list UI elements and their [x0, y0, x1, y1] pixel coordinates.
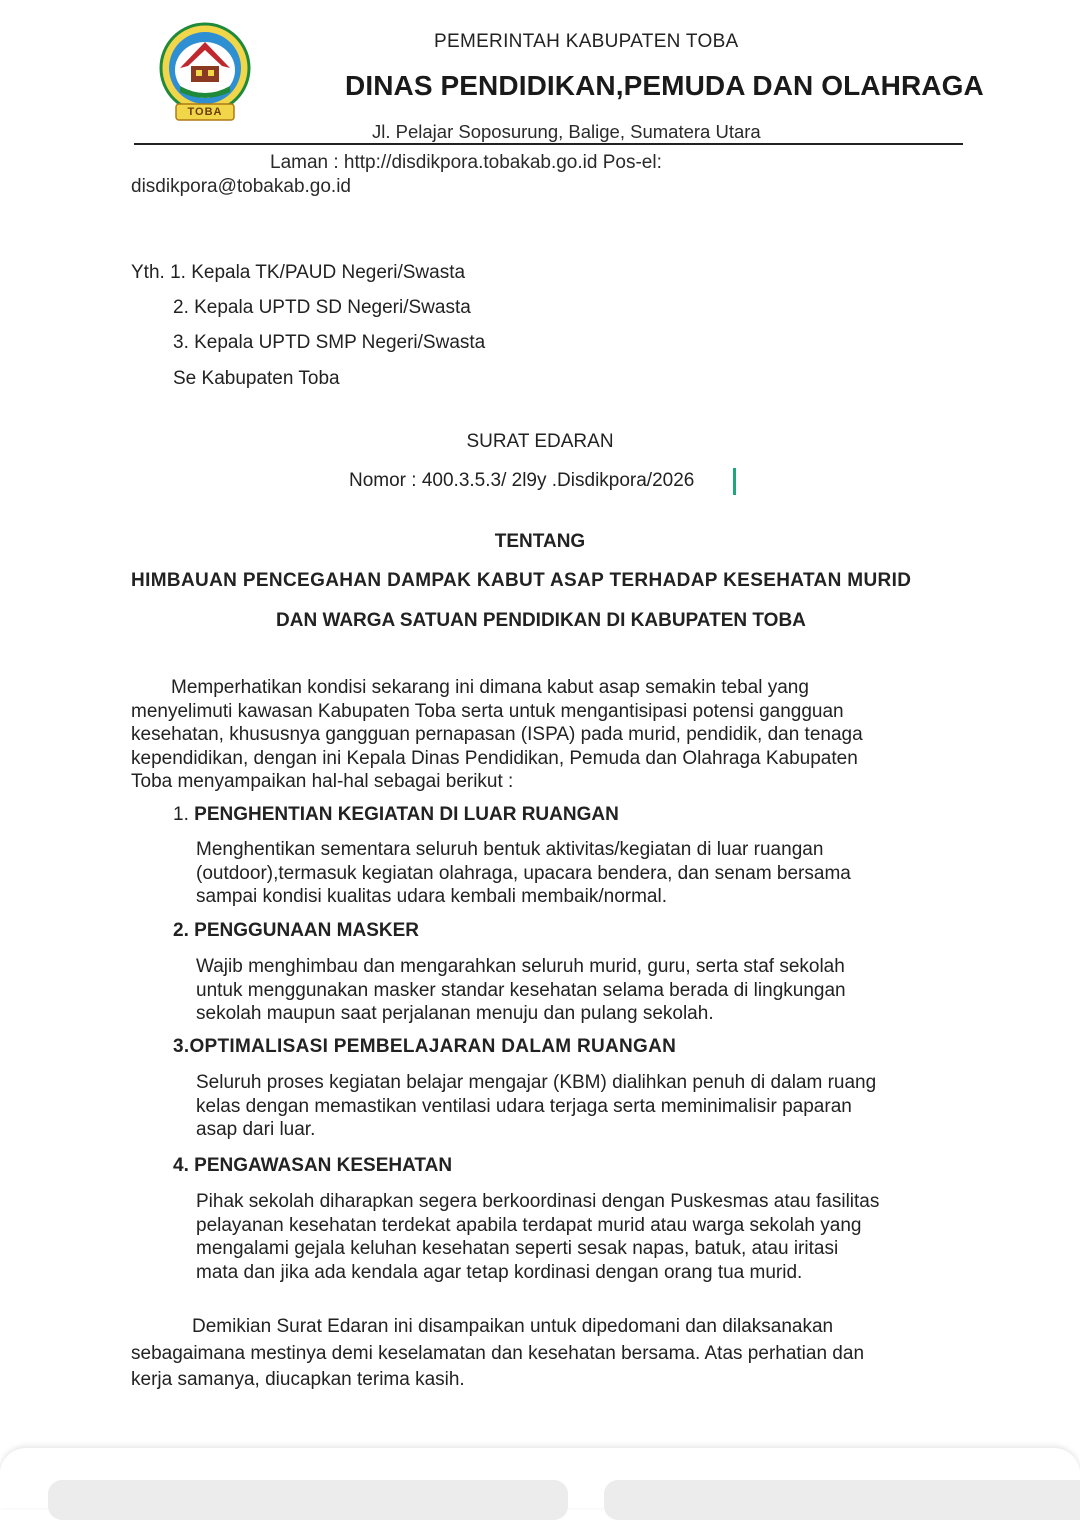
- item-3-heading: [173, 1036, 676, 1058]
- closing-line: sebagaimana mestinya demi keselamatan dan kesehatan bersama. Atas perhatian dan: [131, 1342, 865, 1364]
- item-4-heading: [173, 1155, 452, 1177]
- text-cursor: [733, 468, 736, 495]
- item-2-number: 2.: [173, 920, 189, 941]
- item-4-body: [196, 1190, 879, 1284]
- subject-line-1: HIMBAUAN PENCEGAHAN DAMPAK KABUT ASAP TERHADAP KESEHATAN MURID: [131, 570, 912, 591]
- item-2-line: untuk menggunakan masker standar kesehatan selama berada di lingkungan: [196, 979, 846, 1001]
- item-4-line: pelayanan kesehatan terdekat apabila terdapat murid atau warga sekolah yang: [196, 1214, 862, 1236]
- item-3-line: asap dari luar.: [196, 1119, 316, 1141]
- item-3-line: Seluruh proses kegiatan belajar mengajar (KBM) dialihkan penuh di dalam ruang: [196, 1072, 877, 1093]
- intro-line: Memperhatikan kondisi sekarang ini dimana kabut asap semakin tebal yang: [171, 677, 809, 698]
- item-1-heading: [173, 804, 619, 826]
- letter-type: SURAT EDARAN: [466, 431, 614, 452]
- intro-line: menyelimuti kawasan Kabupaten Toba serta untuk mengantisipasi potensi gangguan: [131, 700, 844, 722]
- item-3-line: kelas dengan memastikan ventilasi udara terjaga serta meminimalisir paparan: [196, 1095, 852, 1117]
- item-3-number: 3.: [173, 1036, 190, 1057]
- agency-address: Jl. Pelajar Soposurung, Balige, Sumatera Utara: [372, 121, 761, 142]
- recipient-line-4: Se Kabupaten Toba: [173, 368, 340, 389]
- closing-line: Demikian Surat Edaran ini disampaikan untuk dipedomani dan dilaksanakan: [192, 1316, 834, 1337]
- item-3-body: [196, 1071, 876, 1142]
- bottom-action-left[interactable]: [48, 1480, 568, 1520]
- intro-line: kesehatan, khususnya gangguan pernapasan (ISPA) pada murid, pendidik, dan tenaga: [131, 724, 863, 746]
- about-label: TENTANG: [494, 531, 586, 552]
- intro-paragraph: [131, 676, 863, 794]
- agency-website: Laman : http://disdikpora.tobakab.go.id Pos-el:: [270, 152, 662, 173]
- recipient-line-3: 3. Kepala UPTD SMP Negeri/Swasta: [173, 332, 486, 353]
- intro-line: Toba menyampaikan hal-hal sebagai berikut :: [131, 771, 514, 793]
- government-name: PEMERINTAH KABUPATEN TOBA: [434, 31, 739, 52]
- letter-number: Nomor : 400.3.5.3/ 2l9y .Disdikpora/2026: [349, 470, 695, 491]
- item-4-line: Pihak sekolah diharapkan segera berkoordinasi dengan Puskesmas atau fasilitas: [196, 1191, 880, 1212]
- item-2-body: [196, 955, 846, 1026]
- bottom-action-right[interactable]: [604, 1480, 1080, 1520]
- agency-email: disdikpora@tobakab.go.id: [131, 176, 351, 197]
- item-1-number: 1.: [173, 804, 189, 825]
- item-1-line: sampai kondisi kualitas udara kembali membaik/normal.: [196, 886, 667, 908]
- item-4-line: mengalami gejala keluhan kesehatan seperti sesak napas, batuk, atau iritasi: [196, 1238, 839, 1260]
- agency-name: DINAS PENDIDIKAN,PEMUDA DAN OLAHRAGA: [345, 70, 984, 101]
- intro-line: kependidikan, dengan ini Kepala Dinas Pendidikan, Pemuda dan Olahraga Kabupaten: [131, 747, 858, 769]
- item-2-title: PENGGUNAAN MASKER: [194, 920, 419, 941]
- closing-line: kerja samanya, diucapkan terima kasih.: [131, 1369, 465, 1390]
- item-1-line: Menghentikan sementara seluruh bentuk aktivitas/kegiatan di luar ruangan: [196, 839, 824, 860]
- logo-label: TOBA: [187, 106, 223, 118]
- letterhead-divider: [134, 143, 963, 145]
- recipient-line-2: 2. Kepala UPTD SD Negeri/Swasta: [173, 297, 471, 318]
- item-4-line: mata dan jika ada kendala agar tetap kordinasi dengan orang tua murid.: [196, 1261, 803, 1283]
- item-1-line: (outdoor),termasuk kegiatan olahraga, upacara bendera, dan senam bersama: [196, 862, 851, 884]
- item-2-line: Wajib menghimbau dan mengarahkan seluruh murid, guru, serta staf sekolah: [196, 956, 845, 977]
- item-2-line: sekolah maupun saat perjalanan menuju dan pulang sekolah.: [196, 1003, 714, 1025]
- item-1-body: [196, 838, 851, 909]
- subject-line-2: DAN WARGA SATUAN PENDIDIKAN DI KABUPATEN TOBA: [276, 610, 806, 631]
- recipient-line-1: Yth. 1. Kepala TK/PAUD Negeri/Swasta: [131, 262, 466, 283]
- item-4-number: 4.: [173, 1155, 189, 1176]
- item-4-title: PENGAWASAN KESEHATAN: [194, 1155, 453, 1176]
- item-1-title: PENGHENTIAN KEGIATAN DI LUAR RUANGAN: [194, 804, 619, 825]
- item-3-title: OPTIMALISASI PEMBELAJARAN DALAM RUANGAN: [189, 1036, 677, 1057]
- item-2-heading: [173, 920, 419, 942]
- closing-paragraph: [131, 1314, 864, 1394]
